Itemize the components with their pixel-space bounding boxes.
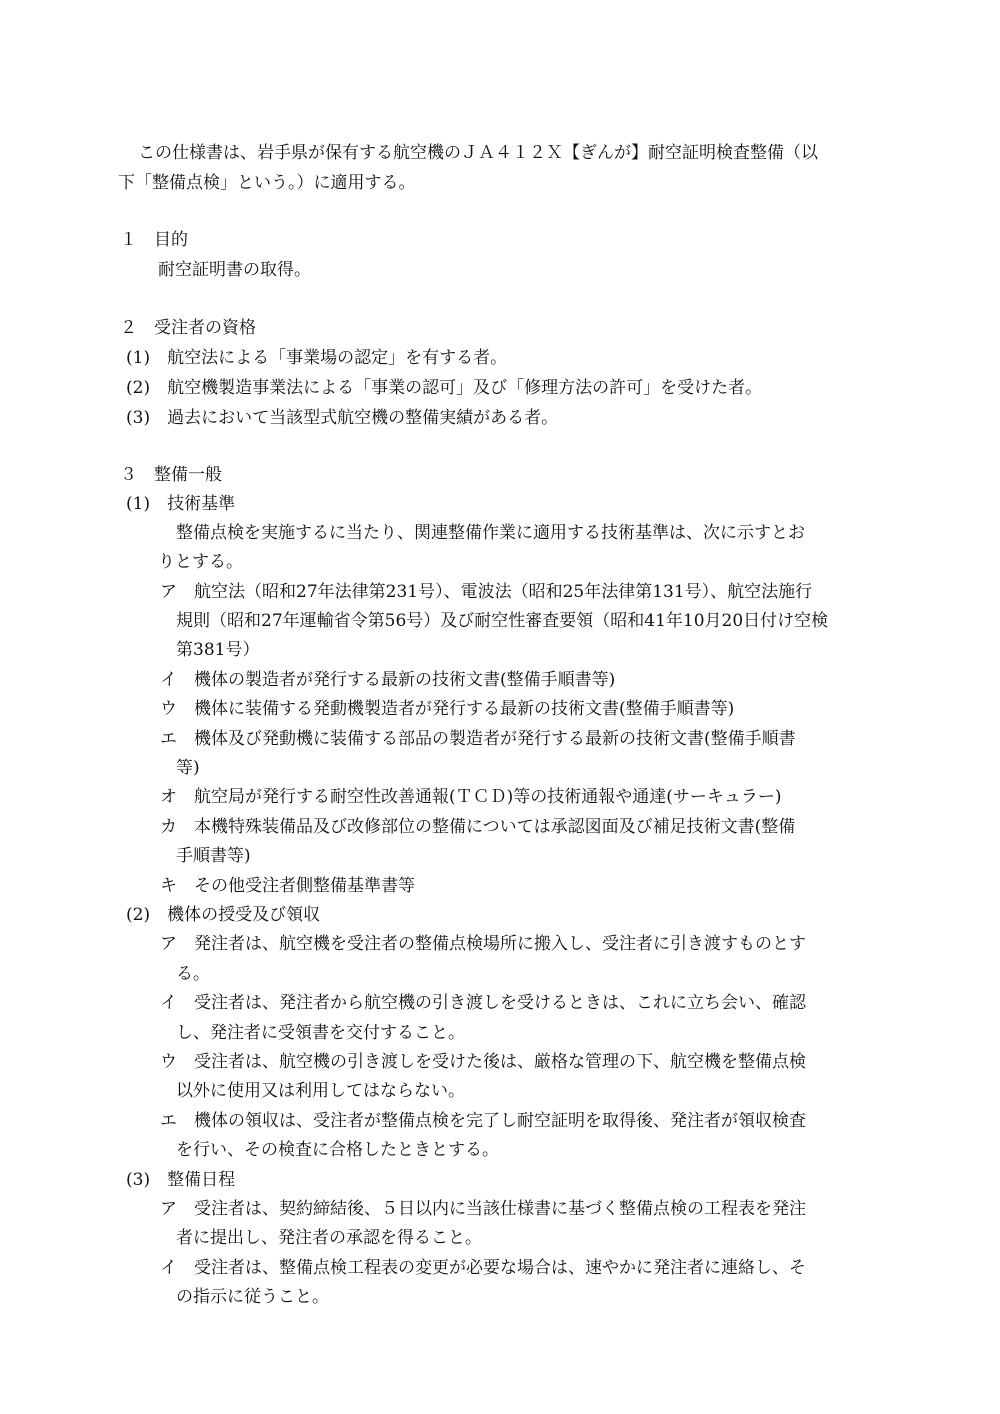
intro-line-1: この仕様書は、岩手県が保有する航空機のＪＡ４１２Ｘ【ぎんが】耐空証明検査整備（以	[138, 143, 818, 163]
intro-line-2: 下「整備点検」という。）に適用する。	[118, 173, 416, 193]
s3-p1-o: オ 航空局が発行する耐空性改善通報(ＴＣＤ)等の技術通報や通達(サーキュラー)	[160, 787, 782, 807]
s3-p1-a-2: 規則（昭和27年運輸省令第56号）及び耐空性審査要領（昭和41年10月20日付け空検	[176, 611, 829, 631]
s3-p1-e-2: 等)	[176, 758, 200, 778]
section-2-item-1: (1) 航空法による「事業場の認定」を有する者。	[126, 348, 508, 368]
s3-p1-i: イ 機体の製造者が発行する最新の技術文書(整備手順書等)	[160, 670, 616, 690]
s3-p3-title: (3) 整備日程	[126, 1170, 236, 1190]
s3-p1-u: ウ 機体に装備する発動機製造者が発行する最新の技術文書(整備手順書等)	[160, 699, 735, 719]
s3-p3-a-2: 者に提出し、発注者の承認を得ること。	[176, 1228, 482, 1248]
s3-p2-u-2: 以外に使用又は利用してはならない。	[176, 1081, 465, 1101]
s3-p1-ka-1: カ 本機特殊装備品及び改修部位の整備については承認図面及び補足技術文書(整備	[160, 817, 796, 837]
s3-p2-e-2: を行い、その検査に合格したときとする。	[176, 1140, 499, 1160]
s3-p1-title: (1) 技術基準	[126, 494, 236, 514]
s3-p2-u-1: ウ 受注者は、航空機の引き渡しを受けた後は、厳格な管理の下、航空機を整備点検	[160, 1052, 806, 1072]
s3-p1-ki: キ その他受注者側整備基準書等	[160, 876, 415, 896]
s3-p1-body-1: 整備点検を実施するに当たり、関連整備作業に適用する技術基準は、次に示すとお	[176, 523, 805, 543]
s3-p2-a-1: ア 発注者は、航空機を受注者の整備点検場所に搬入し、受注者に引き渡すものとす	[160, 934, 806, 954]
s3-p1-body-2: りとする。	[158, 552, 243, 572]
section-2-heading: ２ 受注者の資格	[120, 318, 256, 338]
s3-p2-e-1: エ 機体の領収は、受注者が整備点検を完了し耐空証明を取得後、発注者が領収検査	[160, 1111, 806, 1131]
s3-p1-a-3: 第381号）	[176, 640, 260, 660]
s3-p2-a-2: る。	[176, 964, 210, 984]
section-3-heading: ３ 整備一般	[120, 465, 222, 485]
section-2-item-3: (3) 過去において当該型式航空機の整備実績がある者。	[126, 408, 559, 428]
s3-p2-i-2: し、発注者に受領書を交付すること。	[176, 1023, 465, 1043]
s3-p1-ka-2: 手順書等)	[176, 846, 251, 866]
s3-p1-a-1: ア 航空法（昭和27年法律第231号）、電波法（昭和25年法律第131号）、航空法施行	[160, 582, 813, 602]
s3-p3-i-2: の指示に従うこと。	[176, 1287, 329, 1307]
s3-p3-a-1: ア 受注者は、契約締結後、５日以内に当該仕様書に基づく整備点検の工程表を発注	[160, 1199, 806, 1219]
s3-p2-i-1: イ 受注者は、発注者から航空機の引き渡しを受けるときは、これに立ち会い、確認	[160, 993, 806, 1013]
section-1-body: 耐空証明書の取得。	[158, 260, 311, 280]
section-2-item-2: (2) 航空機製造事業法による「事業の認可」及び「修理方法の許可」を受けた者。	[126, 378, 763, 398]
s3-p1-e-1: エ 機体及び発動機に装備する部品の製造者が発行する最新の技術文書(整備手順書	[160, 729, 796, 749]
section-1-heading: １ 目的	[120, 230, 188, 250]
s3-p3-i-1: イ 受注者は、整備点検工程表の変更が必要な場合は、速やかに発注者に連絡し、そ	[160, 1258, 806, 1278]
s3-p2-title: (2) 機体の授受及び領収	[126, 905, 321, 925]
